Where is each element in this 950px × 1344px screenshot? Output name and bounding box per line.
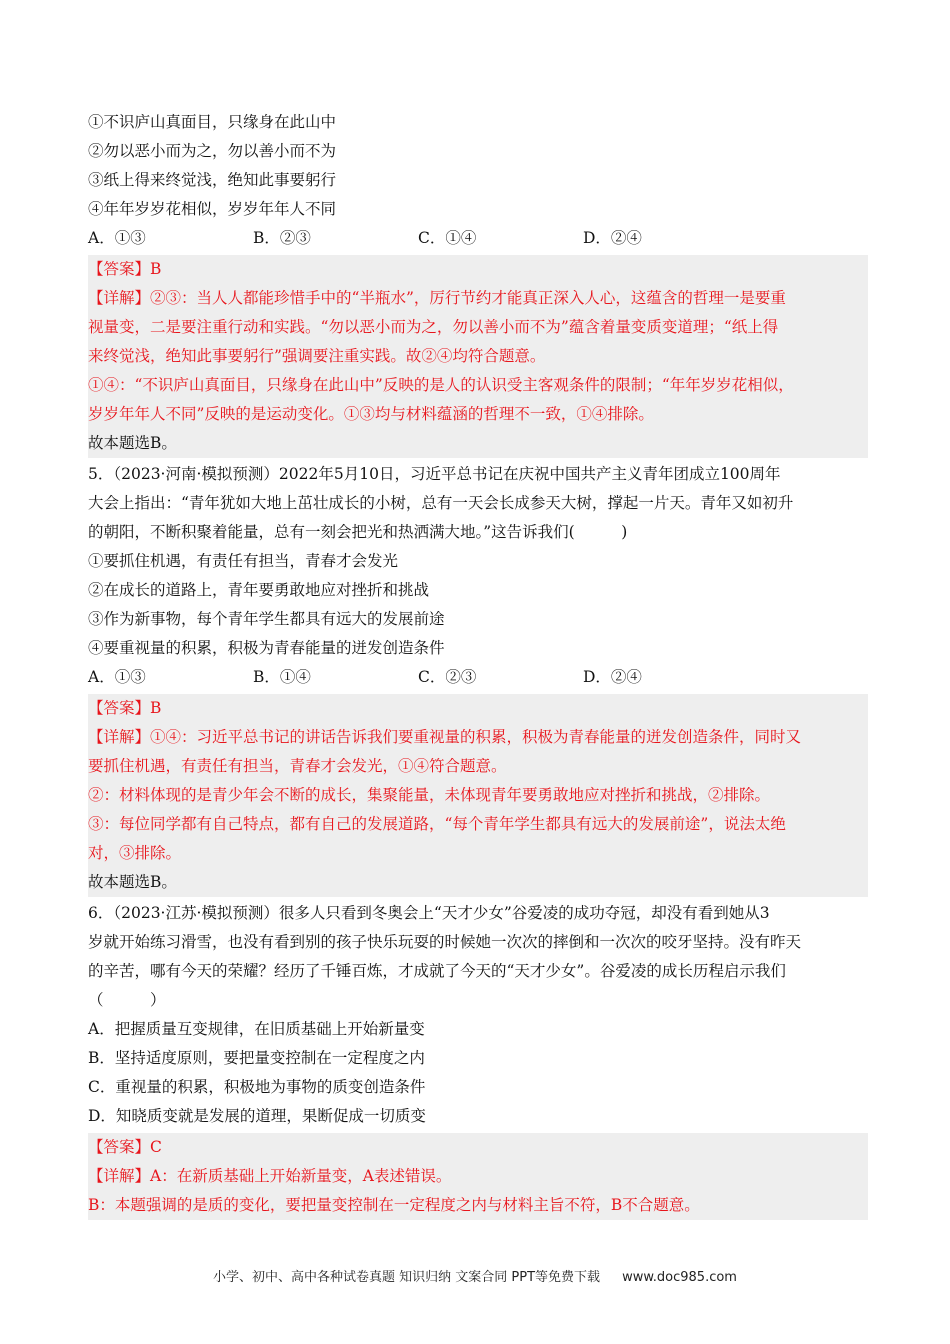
- q5-options: [88, 663, 868, 692]
- q5-option-a: A．①③: [88, 668, 146, 686]
- q6-stem-line-1: 6．（2023·江苏·模拟预测）很多人只看到冬奥会上“天才少女”谷爱凌的成功夺冠，却没有看到她从3: [88, 904, 770, 922]
- q5-option-d: D．②④: [583, 668, 642, 686]
- q4-option-c: C．①④: [418, 229, 477, 247]
- q6-detail-label: 【详解】: [88, 1167, 151, 1185]
- q6-option-c: C．重视量的积累，积极地为事物的质变创造条件: [88, 1078, 426, 1096]
- q4-detail-line-4: ①④：“不识庐山真面目，只缘身在此山中”反映的是人的认识受主客观条件的限制；“年年岁岁花相似，: [88, 376, 794, 394]
- q4-options: [88, 224, 868, 253]
- q4-answer-block: [88, 255, 868, 458]
- question-4: [88, 108, 868, 458]
- q5-answer-block: [88, 694, 868, 897]
- q6-answer-block: [88, 1133, 868, 1220]
- question-6: [88, 899, 868, 1220]
- q5-conclusion: 故本题选B。: [88, 873, 177, 891]
- q6-stem-line-2: 岁就开始练习滑雪，也没有看到别的孩子快乐玩耍的时候她一次次的摔倒和一次次的咬牙坚持。没有昨天: [88, 933, 802, 951]
- footer-url[interactable]: www.doc985.com: [622, 1270, 737, 1285]
- q4-conclusion: 故本题选B。: [88, 434, 177, 452]
- q5-stem-line-1: 5．（2023·河南·模拟预测）2022年5月10日，习近平总书记在庆祝中国共产主义青年团成立100周年: [88, 465, 781, 483]
- q5-answer: 【答案】B: [88, 699, 162, 717]
- q6-option-b: B．坚持适度原则，要把量变控制在一定程度之内: [88, 1049, 425, 1067]
- q5-stem-line-2: 大会上指出：“青年犹如大地上茁壮成长的小树，总有一天会长成参天大树，撑起一片天。青年又如初升: [88, 494, 794, 512]
- q5-detail-line-3: ②：材料体现的是青少年会不断的成长，集聚能量，未体现青年要勇敢地应对挫折和挑战，②排除。: [88, 786, 771, 804]
- page-footer: [0, 1266, 950, 1285]
- q4-answer: 【答案】B: [88, 260, 162, 278]
- q4-item-4: ④年年岁岁花相似，岁岁年年人不同: [88, 200, 337, 218]
- q6-stem-line-3: 的辛苦，哪有今天的荣耀？经历了千锤百炼，才成就了今天的“天才少女”。谷爱凌的成长历程启示我们: [88, 962, 786, 980]
- q5-detail-line-1: 【详解】①④：习近平总书记的讲话告诉我们要重视量的积累，积极为青春能量的迸发创造条件，同时又: [88, 728, 802, 746]
- document-page: [88, 108, 868, 1222]
- q5-stem-line-3: 的朝阳，不断积聚着能量，总有一刻会把光和热洒满大地。”这告诉我们( ): [88, 523, 628, 541]
- q4-option-a: A．①③: [88, 229, 146, 247]
- q4-detail-line-1: 【详解】②③：当人人都能珍惜手中的“半瓶水”，厉行节约才能真正深入人心，这蕴含的哲理一是要重: [88, 289, 786, 307]
- q4-option-d: D．②④: [583, 229, 642, 247]
- q6-detail-line-1: 【详解】A：在新质基础上开始新量变，A表述错误。: [88, 1167, 452, 1185]
- q4-detail-line-2: 视量变，二是要注重行动和实践。“勿以恶小而为之，勿以善小而不为”蕴含着量变质变道理；“纸上得: [88, 318, 779, 336]
- q4-item-2: ②勿以恶小而为之，勿以善小而不为: [88, 142, 337, 160]
- q4-detail-label: 【详解】: [88, 289, 151, 307]
- q4-detail-line-5: 岁岁年年人不同”反映的是运动变化。①③均与材料蕴涵的哲理不一致，①④排除。: [88, 405, 654, 423]
- q5-detail-line-5: 对，③排除。: [88, 844, 182, 862]
- q5-item-2: ②在成长的道路上，青年要勇敢地应对挫折和挑战: [88, 581, 430, 599]
- q5-item-3: ③作为新事物，每个青年学生都具有远大的发展前途: [88, 610, 445, 628]
- q6-option-d: D．知晓质变就是发展的道理，果断促成一切质变: [88, 1107, 426, 1125]
- q5-detail-label: 【详解】: [88, 728, 151, 746]
- q4-option-b: B．②③: [253, 229, 311, 247]
- q5-item-1: ①要抓住机遇，有责任有担当，青春才会发光: [88, 552, 399, 570]
- q6-option-a: A．把握质量互变规律，在旧质基础上开始新量变: [88, 1020, 425, 1038]
- q6-answer: 【答案】C: [88, 1138, 162, 1156]
- q6-detail-line-2: B：本题强调的是质的变化，要把量变控制在一定程度之内与材料主旨不符，B不合题意。: [88, 1196, 700, 1214]
- q4-item-3: ③纸上得来终觉浅，绝知此事要躬行: [88, 171, 337, 189]
- q5-detail-line-2: 要抓住机遇，有责任有担当，青春才会发光，①④符合题意。: [88, 757, 507, 775]
- q5-detail-line-4: ③：每位同学都有自己特点，都有自己的发展道路，“每个青年学生都具有远大的发展前途”，说法太绝: [88, 815, 786, 833]
- q4-detail-line-3: 来终觉浅，绝知此事要躬行”强调要注重实践。故②④均符合题意。: [88, 347, 546, 365]
- footer-text: 小学、初中、高中各种试卷真题 知识归纳 文案合同 PPT等免费下载: [213, 1270, 601, 1285]
- q5-option-c: C．②③: [418, 668, 477, 686]
- question-5: [88, 460, 868, 897]
- q6-stem-line-4: （ ）: [88, 991, 166, 1009]
- q5-item-4: ④要重视量的积累，积极为青春能量的迸发创造条件: [88, 639, 445, 657]
- q5-option-b: B．①④: [253, 668, 311, 686]
- q4-item-1: ①不识庐山真面目，只缘身在此山中: [88, 113, 337, 131]
